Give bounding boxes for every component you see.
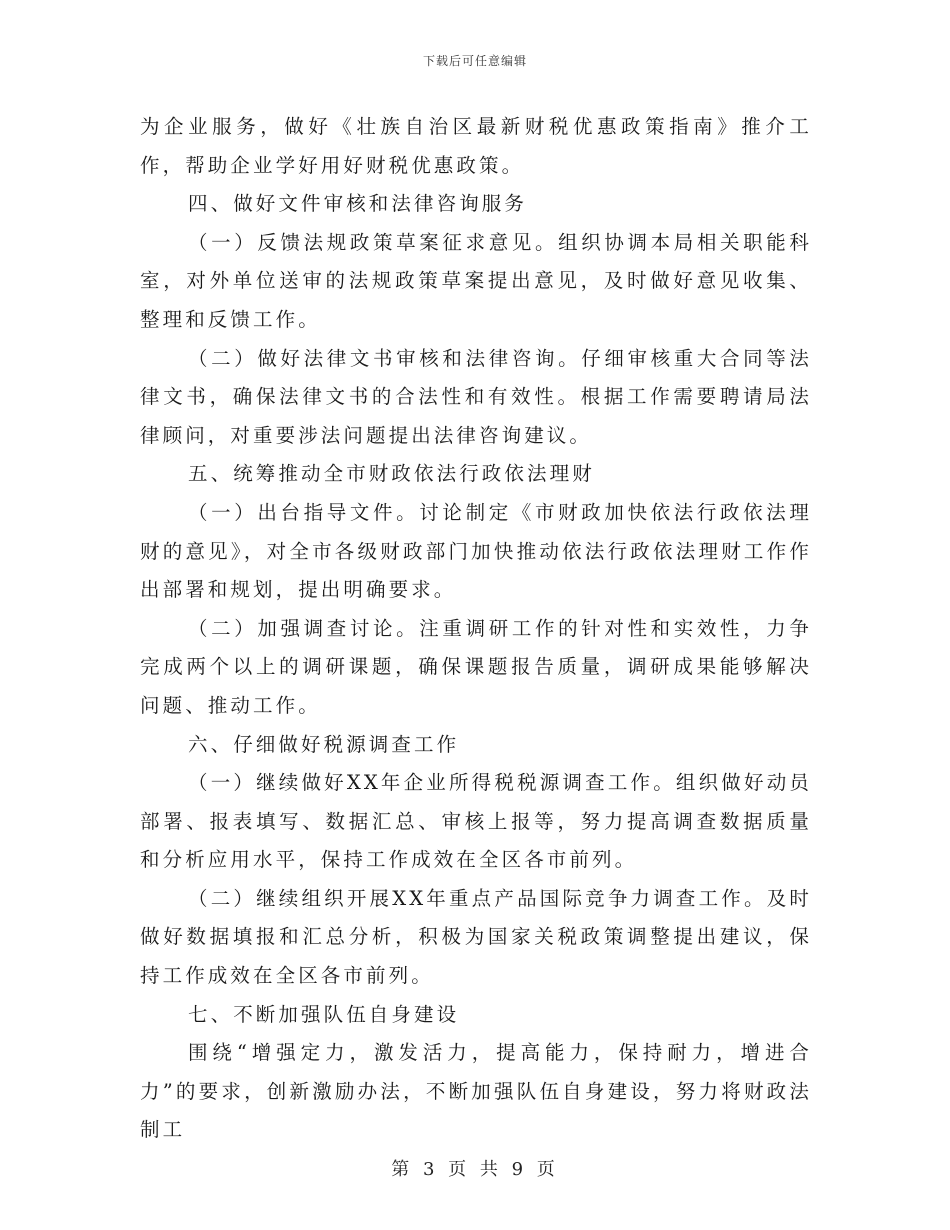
paragraph: （一）反馈法规政策草案征求意见。组织协调本局相关职能科室，对外单位送审的法规政策草案提出意见，及时做好意见收集、整理和反馈工作。	[140, 230, 812, 331]
paragraph: 围绕“增强定力，激发活力，提高能力，保持耐力，增进合力”的要求，创新激励办法，不断加强队伍自身建设，努力将财政法制工	[140, 1041, 812, 1142]
section-heading-4: 四、做好文件审核和法律咨询服务	[188, 192, 528, 216]
page-header: 下载后可任意编辑	[422, 54, 527, 68]
section-heading-5: 五、统筹推动全市财政依法行政依法理财	[188, 462, 595, 486]
section-heading-7: 七、不断加强队伍自身建设	[188, 1002, 460, 1026]
page-number-footer: 第 3 页 共 9 页	[391, 1159, 559, 1180]
paragraph: （二）做好法律文书审核和法律咨询。仔细审核重大合同等法律文书，确保法律文书的合法性和有效性。根据工作需要聘请局法律顾问，对重要涉法问题提出法律咨询建议。	[140, 346, 812, 447]
paragraph-continuation: 为企业服务，做好《壮族自治区最新财税优惠政策指南》推介工作，帮助企业学好用好财税优惠政策。	[140, 115, 812, 177]
paragraph: （二）加强调查讨论。注重调研工作的针对性和实效性，力争完成两个以上的调研课题，确保课题报告质量，调研成果能够解决问题、推动工作。	[140, 616, 812, 717]
section-heading-6: 六、仔细做好税源调查工作	[188, 732, 460, 756]
paragraph: （二）继续组织开展XX年重点产品国际竞争力调查工作。及时做好数据填报和汇总分析，积极为国家关税政策调整提出建议，保持工作成效在全区各市前列。	[140, 886, 812, 988]
paragraph: （一）继续做好XX年企业所得税税源调查工作。组织做好动员部署、报表填写、数据汇总、审核上报等，努力提高调查数据质量和分析应用水平，保持工作成效在全区各市前列。	[140, 771, 812, 872]
paragraph: （一）出台指导文件。讨论制定《市财政加快依法行政依法理财的意见》，对全市各级财政部门加快推动依法行政依法理财工作作出部署和规划，提出明确要求。	[140, 500, 812, 602]
document-body	[140, 108, 812, 1150]
